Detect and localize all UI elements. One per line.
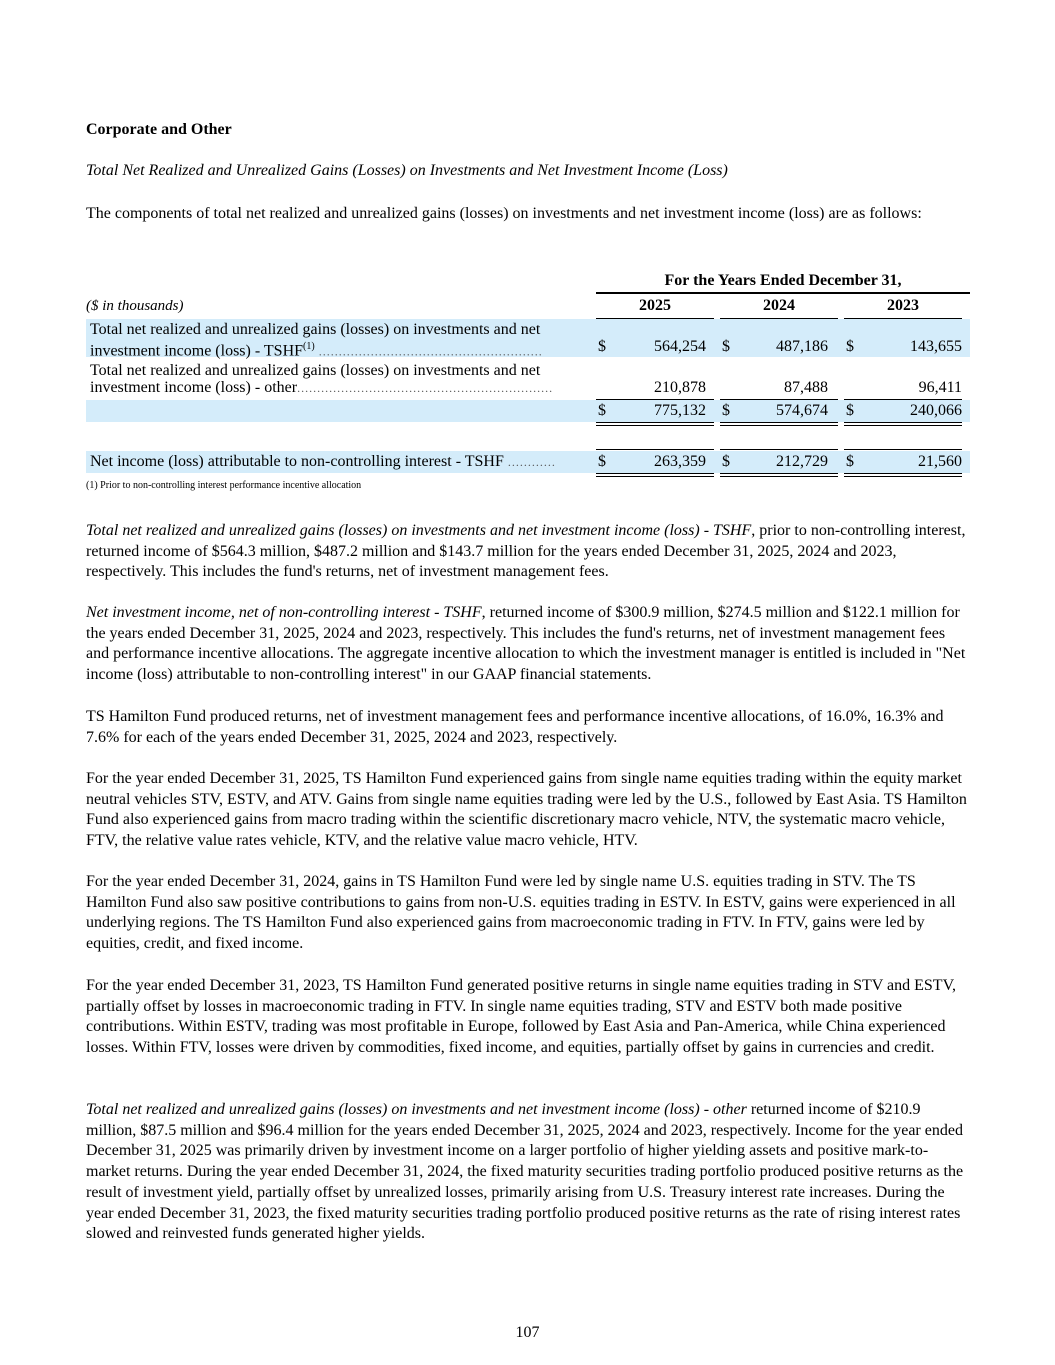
nci-top-rule	[844, 449, 962, 450]
table-cell: 487,186	[776, 338, 828, 355]
table-cell: 212,729	[776, 453, 828, 470]
total-double-rule	[844, 422, 962, 426]
table-cell: 240,066	[910, 402, 962, 419]
year-header-2023: 2023	[887, 297, 919, 314]
period-header-rule	[596, 292, 970, 294]
table-cell: 21,560	[918, 453, 962, 470]
table-row-other	[86, 358, 970, 398]
table-cell: 210,878	[654, 379, 706, 396]
section-title: Corporate and Other	[86, 121, 232, 138]
table-cell: 143,655	[910, 338, 962, 355]
row-label: Total net realized and unrealized gains (losses) on investments and net investment income (loss) - other................................................................	[90, 362, 554, 396]
subtitle: Total Net Realized and Unrealized Gains (Losses) on Investments and Net Investment Income (Loss)	[86, 162, 728, 179]
units-label: ($ in thousands)	[86, 298, 184, 314]
intro-paragraph: The components of total net realized and unrealized gains (losses) on investments and net investment income (loss) are as follows:	[86, 205, 922, 222]
table-cell: 263,359	[654, 453, 706, 470]
paragraph: Total net realized and unrealized gains (losses) on investments and net investment income (loss) - TSHF, prior to non-controlling interest, returned income of $564.3 million, $487.2 million and $143.7 million for the years ended December 31, 2025, 2024 and 2023, respectively. This includes the fund's returns, net of investment management fees.	[86, 522, 966, 581]
table-cell: 775,132	[654, 402, 706, 419]
page-number: 107	[515, 1324, 540, 1341]
leader-dots: ............	[503, 455, 556, 469]
paragraph: For the year ended December 31, 2023, TS Hamilton Fund generated positive returns in single name equities trading in STV and ESTV, partially offset by losses in macroeconomic trading in FTV. In single name equities trading, STV and ESTV both made positive contributions. Within ESTV, trading was most profitable in Europe, followed by East Asia and Pan-America, while China experienced losses. Within FTV, losses were driven by commodities, fixed income, and equities, partially offset by gains in currencies and credit.	[86, 977, 957, 1057]
row-label: Net income (loss) attributable to non-controlling interest - TSHF ............	[90, 453, 556, 470]
nci-double-rule	[720, 473, 838, 477]
table-row-total: $ 775,132 $ 574,674 $ 240,066	[86, 400, 970, 422]
leader-dots: ................................................................	[297, 381, 554, 395]
nci-double-rule	[844, 473, 962, 477]
paragraph: Net investment income, net of non-controlling interest - TSHF, returned income of $300.9 million, $274.5 million and $122.1 million for the years ended December 31, 2025, 2024 and 2023, respectively. This includes the fund's returns, net of investment management fees and performance incentive allocations. The aggregate incentive allocation to which the investment manager is entitled is included in "Net income (loss) attributable to non-controlling interest" in our GAAP financial statements.	[86, 604, 966, 684]
nci-top-rule	[720, 449, 838, 450]
nci-double-rule	[596, 473, 714, 477]
table-row-tshf: Total net realized and unrealized gains (losses) on investments and net investment income (loss) - TSHF$^{(1)}$ ........................................................ $ 564,254 $ 487,186 $ 143,655	[86, 319, 970, 357]
table-cell: 574,674	[776, 402, 828, 419]
row-label: Total net realized and unrealized gains (losses) on investments and net investment income (loss) - TSHF$^{(1)}$ ........................................................	[90, 321, 543, 360]
nci-top-rule	[596, 449, 714, 450]
leader-dots: ........................................................	[314, 344, 543, 359]
total-double-rule	[596, 422, 714, 426]
table-cell: 564,254	[654, 338, 706, 355]
period-header: For the Years Ended December 31,	[664, 272, 902, 289]
paragraph: For the year ended December 31, 2024, gains in TS Hamilton Fund were led by single name U.S. equities trading in STV. The TS Hamilton Fund also saw positive contributions to gains from non-U.S. equities trading in ESTV. In ESTV, gains were experienced in all underlying regions. The TS Hamilton Fund also experienced gains from macroeconomic trading in FTV. In FTV, gains were led by equities, credit, and fixed income.	[86, 873, 956, 953]
table-cell: 87,488	[784, 379, 828, 396]
paragraph: For the year ended December 31, 2025, TS Hamilton Fund experienced gains from single name equities trading within the equity market neutral vehicles STV, ESTV, and ATV. Gains from single name equities trading were led by the U.S., followed by East Asia. TS Hamilton Fund also experienced gains from macro trading within the scientific discretionary macro vehicle, NTV, the systematic macro vehicle, FTV, the relative value rates vehicle, KTV, and the relative value macro vehicle, HTV.	[86, 770, 967, 850]
paragraph: Total net realized and unrealized gains (losses) on investments and net investment income (loss) - other returned income of $210.9 million, $87.5 million and $96.4 million for the years ended December 31, 2025, 2024 and 2023, respectively. Income for the year ended December 31, 2025 was primarily driven by investment income on a larger portfolio of higher yielding assets and positive mark-to-market returns. During the year ended December 31, 2024, the fixed maturity securities trading portfolio produced positive returns as the result of investment yield, partially offset by unrealized losses, primarily arising from U.S. Treasury interest rate increases. During the year ended December 31, 2023, the fixed maturity securities trading portfolio produced positive returns as the rate of rising interest rates slowed and reinvested funds generated higher yields.	[86, 1101, 964, 1243]
table-footnote: (1) Prior to non-controlling interest performance incentive allocation	[86, 480, 362, 491]
table-row-nci: Net income (loss) attributable to non-controlling interest - TSHF ............ $ 263,359 $ 212,729 $ 21,560	[86, 451, 970, 473]
year-header-2024: 2024	[763, 297, 795, 314]
year-header-2025: 2025	[639, 297, 671, 314]
total-double-rule	[720, 422, 838, 426]
table-cell: 96,411	[918, 379, 962, 396]
paragraph: TS Hamilton Fund produced returns, net of investment management fees and performance incentive allocations, of 16.0%, 16.3% and 7.6% for each of the years ended December 31, 2025, 2024 and 2023, respectively.	[86, 708, 944, 746]
